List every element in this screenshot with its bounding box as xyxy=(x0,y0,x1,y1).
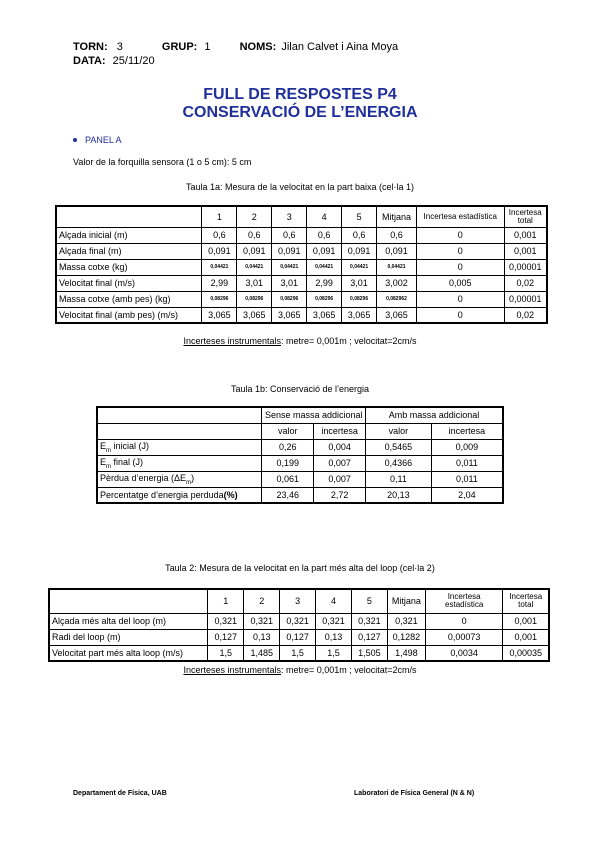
table1b-row xyxy=(97,455,503,471)
table1a-cell: 3,01 xyxy=(342,275,377,291)
table1a-cell: 0,00001 xyxy=(504,259,547,275)
table1b-cell: 0,007 xyxy=(314,455,366,471)
grup-value: 1 xyxy=(204,41,211,53)
table1a-row-label: Massa cotxe (amb pes) (kg) xyxy=(56,291,202,307)
sub-header: incertesa xyxy=(431,423,503,439)
table1a-cell: 0,6 xyxy=(342,227,377,243)
table1a-cell: 0,091 xyxy=(377,243,417,259)
row-label-text: E xyxy=(100,440,107,451)
table1b-row xyxy=(97,487,503,503)
table1b-cell: 0,009 xyxy=(431,439,503,455)
table1b-row xyxy=(97,471,503,487)
instrument-notes-2 xyxy=(0,665,600,675)
table2-cell: 0,321 xyxy=(208,613,244,629)
table1b-cell: 23,46 xyxy=(262,487,314,503)
page-title-line-1: FULL DE RESPOSTES P4 xyxy=(203,86,397,103)
table2-cell: 1,505 xyxy=(351,645,387,661)
table1b-group-row xyxy=(97,407,503,423)
table1b-row-label xyxy=(97,487,262,503)
table1a-cell: 3,065 xyxy=(272,307,307,323)
table2-row-label: Alçada més alta del loop (m) xyxy=(49,613,208,629)
table2-header-cell: Incertesa total xyxy=(503,589,549,613)
table1a-cell: 3,065 xyxy=(237,307,272,323)
table1b xyxy=(96,406,504,504)
table1b-row-label xyxy=(97,471,262,487)
notes-label: Incerteses instrumentals xyxy=(183,336,281,346)
table2-cell: 0,13 xyxy=(244,629,280,645)
sub-header: valor xyxy=(366,423,432,439)
table1a-cell: 0,001 xyxy=(504,243,547,259)
table2-header-row xyxy=(49,589,549,613)
table1a-cell: 0 xyxy=(416,291,504,307)
table2-cell: 0,1282 xyxy=(387,629,425,645)
table1a-row xyxy=(56,259,547,275)
table1b-cell: 0,11 xyxy=(366,471,432,487)
table1a-cell: 3,065 xyxy=(377,307,417,323)
table1a-header-cell xyxy=(56,206,202,227)
table1a-cell: 0,04421 xyxy=(237,259,272,275)
table1b-sub-row xyxy=(97,423,503,439)
table2-cell: 0,127 xyxy=(351,629,387,645)
table2-cell: 0 xyxy=(425,613,503,629)
table1a-cell: 0,001 xyxy=(504,227,547,243)
table1a-row xyxy=(56,307,547,323)
group-amb: Amb massa addicional xyxy=(366,407,503,423)
table2-cell: 0,127 xyxy=(280,629,316,645)
table1b-row xyxy=(97,439,503,455)
page-title-line-2: CONSERVACIÓ DE L’ENERGIA xyxy=(182,104,418,121)
table1a-row xyxy=(56,291,547,307)
table1a-cell: 0,08296 xyxy=(237,291,272,307)
table1a-header-cell: 2 xyxy=(237,206,272,227)
table1b-cell: 20,13 xyxy=(366,487,432,503)
panel-heading xyxy=(73,135,122,145)
table1a-row-label: Alçada final (m) xyxy=(56,243,202,259)
table1a-cell: 0 xyxy=(416,243,504,259)
table2-cell: 0,321 xyxy=(387,613,425,629)
group-sense: Sense massa addicional xyxy=(262,407,366,423)
table1a-cell: 0,6 xyxy=(202,227,237,243)
table2-header-cell: 3 xyxy=(280,589,316,613)
table1a-cell: 0,04421 xyxy=(307,259,342,275)
table2-cell: 0,321 xyxy=(244,613,280,629)
table1a-cell: 0,08296 xyxy=(272,291,307,307)
table1b-cell: 0,5465 xyxy=(366,439,432,455)
row-label-subscript: m xyxy=(106,447,112,454)
table1a-header-cell: 4 xyxy=(307,206,342,227)
table1a-cell: 0 xyxy=(416,259,504,275)
table1a-row-label: Massa cotxe (kg) xyxy=(56,259,202,275)
table1a-header-row xyxy=(56,206,547,227)
header-line-2 xyxy=(73,55,155,68)
table1a-cell: 0,02 xyxy=(504,307,547,323)
table1a-row xyxy=(56,275,547,291)
table1b-cell: 0,011 xyxy=(431,471,503,487)
table2-cell: 1,5 xyxy=(316,645,352,661)
table1a-cell: 0,6 xyxy=(272,227,307,243)
table1a-caption: Taula 1a: Mesura de la velocitat en la part baixa (cel·la 1) xyxy=(185,182,415,192)
row-label-text: Percentatge d’energia perduda xyxy=(100,489,224,500)
table1a-header-cell: Incertesa estadística xyxy=(416,206,504,227)
table1a-cell: 0,08296 xyxy=(342,291,377,307)
table1a-cell: 0,091 xyxy=(202,243,237,259)
table1a-cell: 2,99 xyxy=(307,275,342,291)
notes-label: Incerteses instrumentals xyxy=(183,665,281,675)
row-label-text: Pèrdua d’energia (ΔE xyxy=(100,472,187,483)
notes-text: : metre= 0,001m ; velocitat=2cm/s xyxy=(280,336,417,346)
row-label-suffix: (%) xyxy=(223,489,238,500)
table1a-row xyxy=(56,243,547,259)
notes-text: : metre= 0,001m ; velocitat=2cm/s xyxy=(280,665,417,675)
table1a-cell: 0,6 xyxy=(377,227,417,243)
table1a xyxy=(55,205,548,324)
data-label: DATA: xyxy=(73,55,106,67)
table1a-row-label: Velocitat final (m/s) xyxy=(56,275,202,291)
table1a-cell: 0,04421 xyxy=(377,259,417,275)
footer-right: Laboratori de Física General (N & N) xyxy=(354,790,475,797)
table2-header-cell: 5 xyxy=(351,589,387,613)
row-label-subscript: m xyxy=(106,463,112,470)
table1a-cell: 0,6 xyxy=(307,227,342,243)
table1a-cell: 3,01 xyxy=(237,275,272,291)
table1a-cell: 0,082962 xyxy=(377,291,417,307)
table2-caption: Taula 2: Mesura de la velocitat en la part més alta del loop (cel·la 2) xyxy=(165,563,435,573)
table2-cell: 0,0034 xyxy=(425,645,503,661)
table2-row xyxy=(49,645,549,661)
table1a-cell: 0,08296 xyxy=(307,291,342,307)
table1a-cell: 3,01 xyxy=(272,275,307,291)
table1a-cell: 0,6 xyxy=(237,227,272,243)
table2-cell: 0,321 xyxy=(280,613,316,629)
table2-row-label: Radi del loop (m) xyxy=(49,629,208,645)
table2-header-cell: Incertesa estadística xyxy=(425,589,503,613)
header-line-1 xyxy=(73,41,398,54)
panel-label: PANEL A xyxy=(85,135,122,145)
torn-label: TORN: xyxy=(73,41,108,53)
fork-text: Valor de la forquilla sensora (1 o 5 cm): 5 cm xyxy=(73,157,252,167)
table1a-cell: 3,065 xyxy=(342,307,377,323)
table1a-cell: 0,04421 xyxy=(342,259,377,275)
table1a-cell: 0,04421 xyxy=(202,259,237,275)
table2-cell: 0,00073 xyxy=(425,629,503,645)
table2-header-cell: 2 xyxy=(244,589,280,613)
sub-header: valor xyxy=(262,423,314,439)
table1a-cell: 3,065 xyxy=(202,307,237,323)
table2-row-label: Velocitat part més alta loop (m/s) xyxy=(49,645,208,661)
table1b-cell: 0,199 xyxy=(262,455,314,471)
noms-label: NOMS: xyxy=(239,41,277,53)
table1a-cell: 0 xyxy=(416,227,504,243)
table2-header-cell: Mitjana xyxy=(387,589,425,613)
table1a-header-cell: Incertesa total xyxy=(504,206,547,227)
table1a-cell: 2,99 xyxy=(202,275,237,291)
table2-cell: 1,5 xyxy=(280,645,316,661)
instrument-notes-1 xyxy=(0,336,600,346)
table2-header-cell: 4 xyxy=(316,589,352,613)
grup-label: GRUP: xyxy=(161,41,198,53)
noms-value: Jilan Calvet i Aina Moya xyxy=(281,41,399,53)
table1a-cell: 0,091 xyxy=(272,243,307,259)
table1b-cell: 0,007 xyxy=(314,471,366,487)
row-label-suffix: inicial (J) xyxy=(111,440,150,451)
table2-cell: 0,127 xyxy=(208,629,244,645)
table1b-cell: 0,004 xyxy=(314,439,366,455)
table1b-caption: Taula 1b: Conservació de l’energia xyxy=(230,384,370,394)
table1a-cell: 0,091 xyxy=(307,243,342,259)
table1a-cell: 0,08296 xyxy=(202,291,237,307)
table2-cell: 0,321 xyxy=(351,613,387,629)
table1b-cell: 2,04 xyxy=(431,487,503,503)
table1a-row xyxy=(56,227,547,243)
table1b-cell: 0,061 xyxy=(262,471,314,487)
table2-header-cell: 1 xyxy=(208,589,244,613)
data-value: 25/11/20 xyxy=(112,55,155,67)
table1a-cell: 0,005 xyxy=(416,275,504,291)
table1a-cell: 0,091 xyxy=(342,243,377,259)
table1b-empty-cell xyxy=(97,407,262,423)
table2-row xyxy=(49,629,549,645)
table2-cell: 0,001 xyxy=(503,629,549,645)
table1a-row-label: Alçada inicial (m) xyxy=(56,227,202,243)
table2-cell: 0,00035 xyxy=(503,645,549,661)
table1a-cell: 0,00001 xyxy=(504,291,547,307)
bullet-icon xyxy=(73,138,77,142)
table1b-empty-cell xyxy=(97,423,262,439)
table2-cell: 1,498 xyxy=(387,645,425,661)
row-label-suffix: final (J) xyxy=(111,456,144,467)
table1b-cell: 0,4366 xyxy=(366,455,432,471)
table2-cell: 1,485 xyxy=(244,645,280,661)
table1a-header-cell: 3 xyxy=(272,206,307,227)
row-label-suffix: ) xyxy=(191,472,195,483)
sub-header: incertesa xyxy=(314,423,366,439)
table1a-cell: 3,065 xyxy=(307,307,342,323)
table1a-cell: 0,091 xyxy=(237,243,272,259)
table1b-row-label xyxy=(97,455,262,471)
table2-cell: 0,13 xyxy=(316,629,352,645)
table2-cell: 0,321 xyxy=(316,613,352,629)
table1a-cell: 0,02 xyxy=(504,275,547,291)
table2-row xyxy=(49,613,549,629)
row-label-subscript: m xyxy=(186,479,192,486)
table1b-cell: 0,26 xyxy=(262,439,314,455)
table1a-header-cell: Mitjana xyxy=(377,206,417,227)
table2 xyxy=(48,588,550,662)
table1a-cell: 3,002 xyxy=(377,275,417,291)
table2-cell: 0,001 xyxy=(503,613,549,629)
table1b-row-label xyxy=(97,439,262,455)
table2-cell: 1,5 xyxy=(208,645,244,661)
table1a-cell: 0 xyxy=(416,307,504,323)
table1a-header-cell: 5 xyxy=(342,206,377,227)
table1a-cell: 0,04421 xyxy=(272,259,307,275)
table2-header-cell xyxy=(49,589,208,613)
torn-value: 3 xyxy=(116,41,123,53)
table1b-cell: 0,011 xyxy=(431,455,503,471)
footer-left: Departament de Física, UAB xyxy=(73,790,167,797)
table1a-header-cell: 1 xyxy=(202,206,237,227)
table1b-cell: 2,72 xyxy=(314,487,366,503)
row-label-text: E xyxy=(100,456,107,467)
table1a-row-label: Velocitat final (amb pes) (m/s) xyxy=(56,307,202,323)
